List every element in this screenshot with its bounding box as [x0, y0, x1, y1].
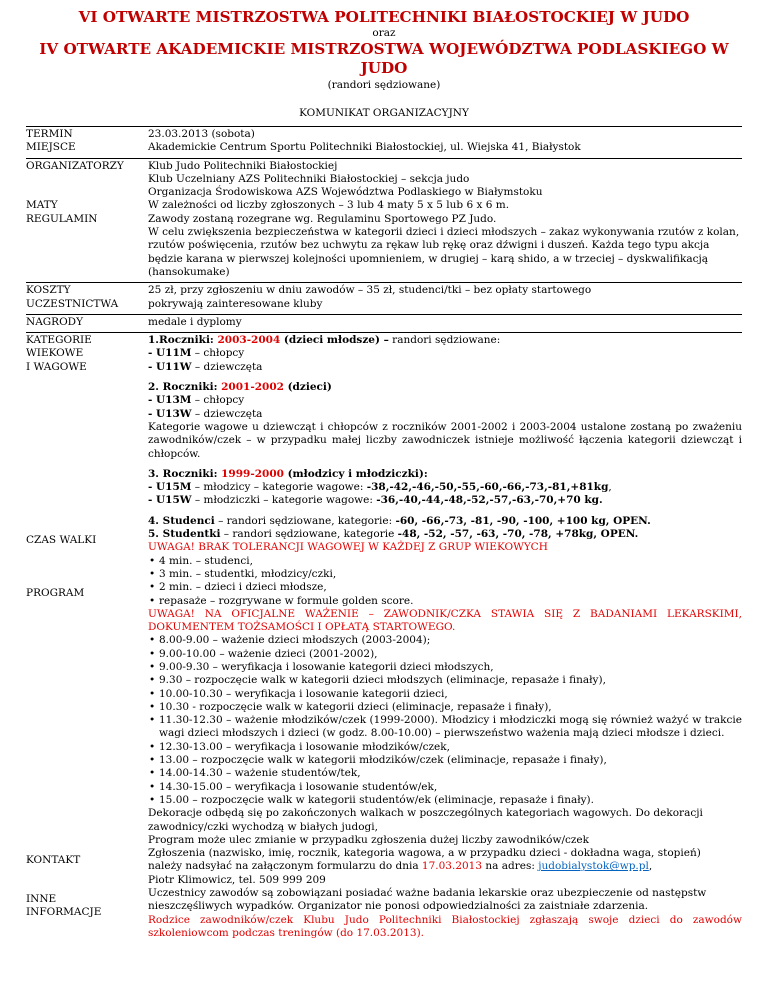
category-group-1: 1.Roczniki: 2003-2004 (dzieci młodsze) – randori sędziowane:	[148, 334, 501, 347]
program-list	[148, 634, 742, 807]
category-u11m: - U11M – chłopcy	[148, 347, 245, 360]
info-table	[26, 126, 742, 943]
koszty-line-2: pokrywają zainteresowane kluby	[148, 297, 323, 310]
value-miejsce: Akademickie Centrum Sportu Politechniki Białostockiej, ul. Wiejska 41, Białystok	[148, 141, 581, 154]
years-1999-2000: 1999-2000	[221, 467, 284, 480]
value-termin: 23.03.2013 (sobota)	[148, 128, 255, 140]
list-item: • 13.00 – rozpoczęcie walk w kategorii młodzików/czek (eliminacje, repasaże i finały),	[148, 754, 742, 767]
category-u13w: - U13W – dziewczęta	[148, 407, 263, 420]
category-group-2: 2. Roczniki: 2001-2002 (dzieci)	[148, 381, 332, 394]
organizer-2: Klub Uczelniany AZS Politechniki Białostockiej – sekcja judo	[148, 172, 470, 185]
label-wagowe: I WAGOWE	[26, 360, 87, 373]
regulamin-line-2: W celu zwiększenia bezpieczeństwa w kategorii dzieci i dzieci młodszych – zakaz wykonywania rzutów z kolan, rzutów poświęcenia, rzutów bez uchwytu za rękaw lub rękę oraz dźwigni i duszeń. Każda tego typu akcja będzie karana w pierwszej kolejności upomnieniem, w drugiej – karą shido, a w trzeciej – dyskwalifikacją (hansokumake)	[148, 226, 740, 278]
list-item: • 3 min. – studentki, młodzicy/czki,	[148, 568, 742, 581]
label-miejsce: MIEJSCE	[26, 141, 76, 154]
email-link[interactable]: judobialystok@wp.pl	[538, 860, 649, 873]
value-nagrody: medale i dyplomy	[144, 314, 742, 332]
list-item: • 10.30 - rozpoczęcie walk w kategorii dzieci (eliminacje, repasaże i finały),	[148, 701, 742, 714]
subtitle: (randori sędziowane)	[327, 79, 441, 91]
label-czas-walki: CZAS WALKI	[26, 534, 97, 547]
other-info-line-2: Rodzice zawodników/czek Klubu Judo Politechniki Białostockiej zgłaszają swoje dzieci do zawodów szkoleniowcom podczas treningów (do 17.03.2013).	[148, 913, 742, 939]
section-heading: KOMUNIKAT ORGANIZACYJNY	[299, 107, 469, 119]
list-item: • 14.30-15.00 – weryfikacja i losowanie studentów/ek,	[148, 781, 742, 794]
list-item: • 9.00-9.30 – weryfikacja i losowanie kategorii dzieci młodszych,	[148, 661, 742, 674]
contact-line-3: Piotr Klimowicz, tel. 509 999 209	[148, 873, 326, 886]
label-uczestnictwa: UCZESTNICTWA	[26, 297, 119, 310]
title-conjunction: oraz	[372, 27, 396, 39]
program-warning: UWAGA! NA OFICJALNE WAŻENIE – ZAWODNIK/CZKA STAWIA SIĘ Z BADANIAMI LEKARSKIMI, DOKUMENTEM TOŻSAMOŚCI I OPŁATĄ STARTOWEGO.	[148, 607, 742, 634]
category-note: Kategorie wagowe u dziewcząt i chłopców z roczników 2001-2002 i 2003-2004 ustalone zostaną po zważeniu zawodników/czek – w przypadku małej liczby zawodniczek istnieje możliwość łączenia kategorii dziewcząt i chłopców.	[148, 420, 742, 460]
years-2003-2004: 2003-2004	[217, 334, 281, 347]
label-informacje: INFORMACJE	[26, 906, 102, 919]
label-inne: INNE	[26, 892, 57, 905]
title-secondary: IV OTWARTE AKADEMICKIE MISTRZOSTWA WOJEWÓDZTWA PODLASKIEGO W JUDO	[39, 40, 729, 77]
list-item: • 2 min. – dzieci i dzieci młodsze,	[148, 581, 742, 594]
category-u13m: - U13M – chłopcy	[148, 394, 245, 407]
program-change-note: Program może ulec zmianie w przypadku zgłoszenia dużej liczby zawodników/czek	[148, 833, 590, 846]
row-kategorie	[26, 333, 742, 944]
label-organizatorzy: ORGANIZATORZY	[26, 159, 124, 172]
list-item: • 11.30-12.30 – ważenie młodzików/czek (1999-2000). Młodzicy i młodziczki mogą się również ważyć w trakcie wagi dzieci młodszych i dzieci (w godz. 8.00-10.00) – pierwszeństwo ważenia mają dzieci młodsze i dzieci.	[148, 714, 742, 741]
list-item: • 14.00-14.30 – ważenie studentów/tek,	[148, 767, 742, 780]
regulamin-line-1: Zawody zostaną rozegrane wg. Regulaminu Sportowego PZ Judo.	[148, 212, 497, 225]
list-item: • 9.30 – rozpoczęcie walk w kategorii dzieci młodszych (eliminacje, repasaże i finały),	[148, 674, 742, 687]
category-u11w: - U11W – dziewczęta	[148, 360, 263, 373]
row-nagrody	[26, 314, 742, 332]
label-regulamin: REGULAMIN	[26, 212, 98, 225]
contact-line-1: Zgłoszenia (nazwisko, imię, rocznik, kategoria wagowa, a w przypadku dzieci - dokładna waga, stopień)	[148, 847, 701, 860]
years-2001-2002: 2001-2002	[221, 381, 284, 394]
row-koszty	[26, 283, 742, 315]
category-u15w: - U15W – młodziczki – kategorie wagowe: -36,-40,-44,-48,-52,-57,-63,-70,+70 kg.	[148, 494, 603, 507]
label-nagrody: NAGRODY	[26, 314, 144, 332]
koszty-line-1: 25 zł, przy zgłoszeniu w dniu zawodów – 35 zł, studenci/tki – bez opłaty startowego	[148, 284, 592, 297]
category-u15m: - U15M – młodzicy – kategorie wagowe: -38,-42,-46,-50,-55,-60,-66,-73,-81,+81kg,	[148, 481, 612, 494]
list-item: • 8.00-9.00 – ważenie dzieci młodszych (2003-2004);	[148, 634, 742, 647]
program-decoration-note: Dekoracje odbędą się po zakończonych walkach w poszczególnych kategoriach wagowych. Do dekoracji zawodnicy/czki wychodzą w białych judogi,	[148, 807, 703, 833]
row-termin	[26, 127, 742, 159]
value-maty: W zależności od liczby zgłoszonych – 3 lub 4 maty 5 x 5 lub 6 x 6 m.	[148, 199, 510, 212]
row-organizatorzy	[26, 158, 742, 283]
label-termin: TERMIN	[26, 128, 73, 140]
contact-line-2: należy nadsyłać na załączonym formularzu do dnia 17.03.2013 na adres: judobialystok@wp.pl,	[148, 860, 653, 873]
label-koszty: KOSZTY	[26, 284, 71, 297]
list-item: • 9.00-10.00 – ważenie dzieci (2001-2002),	[148, 648, 742, 661]
list-item: • 12.30-13.00 – weryfikacja i losowanie młodzików/czek,	[148, 741, 742, 754]
label-kategorie: KATEGORIE	[26, 334, 92, 347]
category-studenci: 4. Studenci – randori sędziowane, kategorie: -60, -66,-73, -81, -90, -100, +100 kg, OPEN.	[148, 514, 651, 527]
category-studentki: 5. Studentki – randori sędziowane, kategorie -48, -52, -57, -63, -70, -78, +78kg, OPEN.	[148, 528, 639, 541]
label-kontakt: KONTAKT	[26, 853, 81, 866]
list-item: • repasaże – rozgrywane w formule golden score.	[148, 595, 742, 608]
list-item: • 10.00-10.30 – weryfikacja i losowanie kategorii dzieci,	[148, 688, 742, 701]
label-wiekowe: WIEKOWE	[26, 347, 84, 360]
list-item: • 15.00 – rozpoczęcie walk w kategorii studentów/ek (eliminacje, repasaże i finały).	[148, 794, 742, 807]
category-group-3: 3. Roczniki: 1999-2000 (młodzicy i młodziczki):	[148, 467, 428, 480]
organizer-1: Klub Judo Politechniki Białostockiej	[148, 159, 338, 172]
list-item: • 4 min. – studenci,	[148, 555, 742, 568]
deadline-date: 17.03.2013	[421, 860, 483, 873]
fight-time-list	[148, 555, 742, 608]
weight-tolerance-warning: UWAGA! BRAK TOLERANCJI WAGOWEJ W KAŻDEJ Z GRUP WIEKOWYCH	[148, 541, 548, 554]
other-info-line-1: Uczestnicy zawodów są zobowiązani posiadać ważne badania lekarskie oraz ubezpieczenie od następstw nieszczęśliwych wypadków. Organizator nie ponosi odpowiedzialności za zaistniałe zdarzenia.	[148, 887, 707, 913]
title-primary: VI OTWARTE MISTRZOSTWA POLITECHNIKI BIAŁOSTOCKIEJ W JUDO	[78, 8, 690, 26]
organizer-3: Organizacja Środowiskowa AZS Województwa Podlaskiego w Białymstoku	[148, 186, 543, 199]
label-maty: MATY	[26, 199, 58, 212]
label-program: PROGRAM	[26, 587, 85, 600]
